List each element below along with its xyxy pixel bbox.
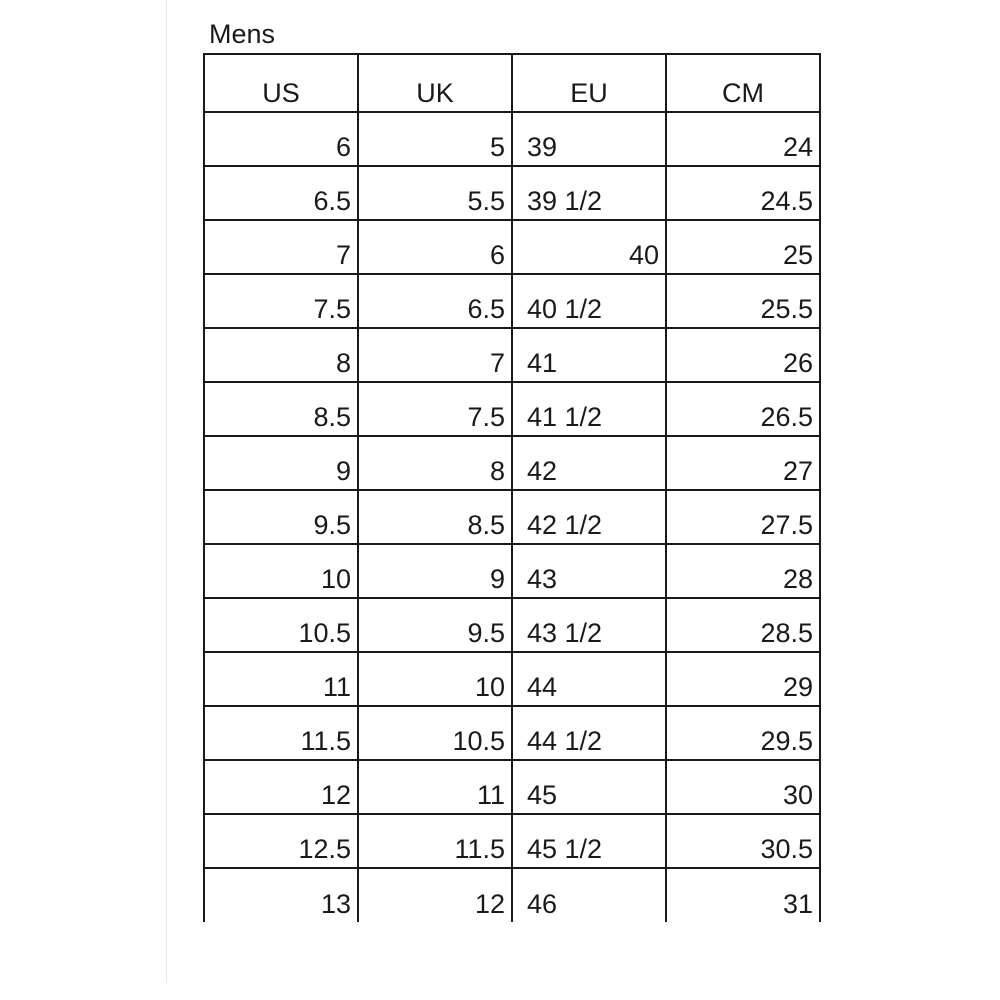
cell-uk: 5.5 xyxy=(358,166,512,220)
table-row xyxy=(204,544,820,598)
cell-us: 6 xyxy=(204,112,358,166)
cell-uk: 6 xyxy=(358,220,512,274)
header-uk: UK xyxy=(358,54,512,112)
cell-uk: 10.5 xyxy=(358,706,512,760)
cell-eu: 40 1/2 xyxy=(512,274,666,328)
cell-eu: 42 1/2 xyxy=(512,490,666,544)
cell-cm: 26 xyxy=(666,328,820,382)
cell-us: 8 xyxy=(204,328,358,382)
cell-eu: 39 xyxy=(512,112,666,166)
cell-us: 12 xyxy=(204,760,358,814)
header-eu: EU xyxy=(512,54,666,112)
table-row xyxy=(204,490,820,544)
size-chart-table xyxy=(203,53,821,922)
cell-eu: 42 xyxy=(512,436,666,490)
cell-eu: 44 1/2 xyxy=(512,706,666,760)
cell-uk: 11 xyxy=(358,760,512,814)
page-edge-line xyxy=(166,0,167,1000)
cell-uk: 6.5 xyxy=(358,274,512,328)
cell-uk: 8 xyxy=(358,436,512,490)
cell-us: 10 xyxy=(204,544,358,598)
cell-us: 7 xyxy=(204,220,358,274)
size-table-body xyxy=(204,112,820,922)
table-row xyxy=(204,112,820,166)
table-row xyxy=(204,598,820,652)
cell-uk: 11.5 xyxy=(358,814,512,868)
cell-cm: 28.5 xyxy=(666,598,820,652)
cell-us: 13 xyxy=(204,868,358,922)
table-row xyxy=(204,382,820,436)
cell-uk: 10 xyxy=(358,652,512,706)
cell-us: 11 xyxy=(204,652,358,706)
cell-eu: 41 xyxy=(512,328,666,382)
cell-cm: 24.5 xyxy=(666,166,820,220)
cell-cm: 25 xyxy=(666,220,820,274)
cell-us: 12.5 xyxy=(204,814,358,868)
cell-eu: 45 xyxy=(512,760,666,814)
cell-cm: 29 xyxy=(666,652,820,706)
cell-eu: 45 1/2 xyxy=(512,814,666,868)
table-row xyxy=(204,436,820,490)
cell-cm: 31 xyxy=(666,868,820,922)
cell-eu: 46 xyxy=(512,868,666,922)
cell-us: 10.5 xyxy=(204,598,358,652)
cell-cm: 26.5 xyxy=(666,382,820,436)
cell-uk: 8.5 xyxy=(358,490,512,544)
cell-cm: 25.5 xyxy=(666,274,820,328)
cell-cm: 24 xyxy=(666,112,820,166)
table-row xyxy=(204,652,820,706)
table-row xyxy=(204,328,820,382)
table-row xyxy=(204,760,820,814)
table-row xyxy=(204,814,820,868)
cell-eu: 44 xyxy=(512,652,666,706)
cell-uk: 7.5 xyxy=(358,382,512,436)
cell-eu: 39 1/2 xyxy=(512,166,666,220)
cell-us: 8.5 xyxy=(204,382,358,436)
header-row xyxy=(204,54,820,112)
cell-cm: 30.5 xyxy=(666,814,820,868)
cell-us: 6.5 xyxy=(204,166,358,220)
cell-eu: 40 xyxy=(512,220,666,274)
header-cm: CM xyxy=(666,54,820,112)
cell-uk: 12 xyxy=(358,868,512,922)
cell-cm: 27.5 xyxy=(666,490,820,544)
cell-eu: 43 1/2 xyxy=(512,598,666,652)
cell-eu: 41 1/2 xyxy=(512,382,666,436)
table-row xyxy=(204,220,820,274)
cell-us: 11.5 xyxy=(204,706,358,760)
cell-cm: 30 xyxy=(666,760,820,814)
cell-uk: 9 xyxy=(358,544,512,598)
table-caption: Mens xyxy=(209,19,276,49)
cell-eu: 43 xyxy=(512,544,666,598)
table-row xyxy=(204,274,820,328)
cell-us: 7.5 xyxy=(204,274,358,328)
cell-uk: 9.5 xyxy=(358,598,512,652)
cell-uk: 7 xyxy=(358,328,512,382)
cell-cm: 29.5 xyxy=(666,706,820,760)
cell-us: 9.5 xyxy=(204,490,358,544)
header-us: US xyxy=(204,54,358,112)
cell-uk: 5 xyxy=(358,112,512,166)
cell-cm: 27 xyxy=(666,436,820,490)
cell-cm: 28 xyxy=(666,544,820,598)
table-row xyxy=(204,166,820,220)
cell-us: 9 xyxy=(204,436,358,490)
table-row xyxy=(204,706,820,760)
table-row xyxy=(204,868,820,922)
page-bottom-margin xyxy=(0,983,1000,1000)
